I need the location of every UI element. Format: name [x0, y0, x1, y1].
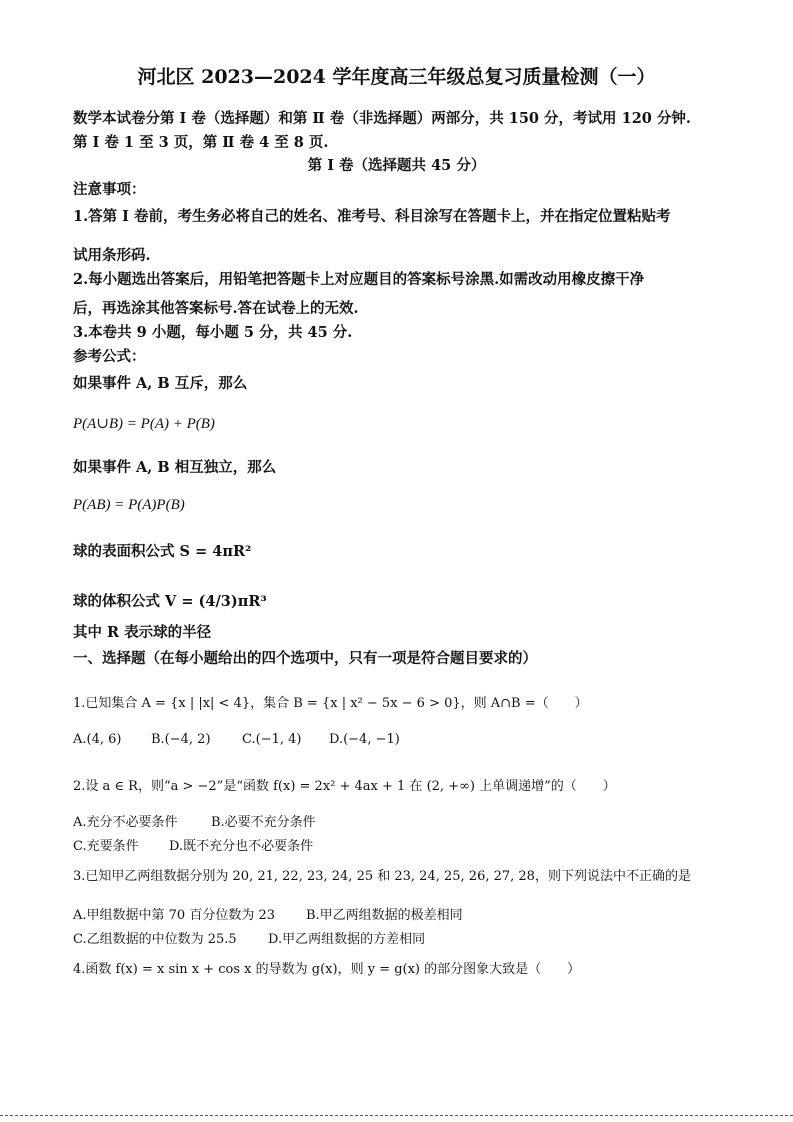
- exam-title: 河北区 2023—2024 学年度高三年级总复习质量检测（一）: [137, 66, 656, 88]
- formula-indep: P(AB) = P(A)P(B): [73, 497, 185, 513]
- q3-stem: 3.已知甲乙两组数据分别为 20, 21, 22, 23, 24, 25 和 23, 24, 25, 26, 27, 28，则下列说法中不正确的是: [73, 869, 691, 884]
- q3-option-a: A.甲组数据中第 70 百分位数为 23: [73, 908, 276, 923]
- note-2-cont: 后，再选涂其他答案标号.答在试卷上的无效.: [73, 300, 359, 317]
- q3-option-c: C.乙组数据的中位数为 25.5: [73, 932, 237, 947]
- formula-mutex: P(A∪B) = P(A) + P(B): [73, 416, 215, 432]
- formula-mutex-label: 如果事件 A, B 互斥，那么: [73, 375, 248, 392]
- q2-option-d: D.既不充分也不必要条件: [169, 839, 314, 854]
- q2-option-b: B.必要不充分条件: [211, 815, 316, 830]
- note-2: 2.每小题选出答案后，用铅笔把答题卡上对应题目的答案标号涂黑.如需改动用橡皮擦干净: [73, 271, 645, 288]
- formula-sphere-volume: 球的体积公式 V = (4/3)πR³: [73, 593, 267, 610]
- q3-option-d: D.甲乙两组数据的方差相同: [268, 932, 426, 947]
- note-1-cont: 试用条形码.: [73, 247, 151, 264]
- q3-option-b: B.甲乙两组数据的极差相同: [306, 908, 463, 923]
- section-heading: 一、选择题（在每小题给出的四个选项中，只有一项是符合题目要求的）: [73, 650, 537, 667]
- q4-stem: 4.函数 f(x) = x sin x + cos x 的导数为 g(x)，则 y = g(x) 的部分图象大致是（ ）: [73, 962, 581, 977]
- formula-radius-note: 其中 R 表示球的半径: [73, 624, 212, 641]
- q2-option-a: A.充分不必要条件: [73, 815, 178, 830]
- q2-stem: 2.设 a ∈ R，则“a > −2”是“函数 f(x) = 2x² + 4ax + 1 在 (2, +∞) 上单调递增”的（ ）: [73, 779, 616, 794]
- q1-option-c: C.(−1, 4): [242, 732, 302, 747]
- part1-heading: 第 I 卷（选择题共 45 分）: [307, 157, 486, 174]
- intro-line-2: 第 I 卷 1 至 3 页，第 Ⅱ 卷 4 至 8 页.: [73, 134, 329, 151]
- notes-heading: 注意事项：: [73, 181, 146, 198]
- page-bottom-divider: [0, 1115, 793, 1116]
- q1-option-d: D.(−4, −1): [329, 732, 400, 747]
- note-1: 1.答第 I 卷前，考生务必将自己的姓名、准考号、科目涂写在答题卡上，并在指定位置粘贴考: [73, 208, 671, 225]
- formula-indep-label: 如果事件 A, B 相互独立，那么: [73, 459, 277, 476]
- note-3: 3.本卷共 9 小题，每小题 5 分，共 45 分.: [73, 324, 353, 341]
- q1-option-a: A.(4, 6): [73, 732, 122, 747]
- q1-option-b: B.(−4, 2): [151, 732, 211, 747]
- intro-line-1: 数学本试卷分第 I 卷（选择题）和第 Ⅱ 卷（非选择题）两部分，共 150 分，考试用 120 分钟.: [73, 110, 691, 127]
- q2-option-c: C.充要条件: [73, 839, 139, 854]
- formula-sphere-area: 球的表面积公式 S = 4πR²: [73, 543, 252, 560]
- q1-stem: 1.已知集合 A = {x | |x| < 4}，集合 B = {x | x² − 5x − 6 > 0}，则 A∩B =（ ）: [73, 696, 588, 711]
- formula-heading: 参考公式：: [73, 348, 146, 365]
